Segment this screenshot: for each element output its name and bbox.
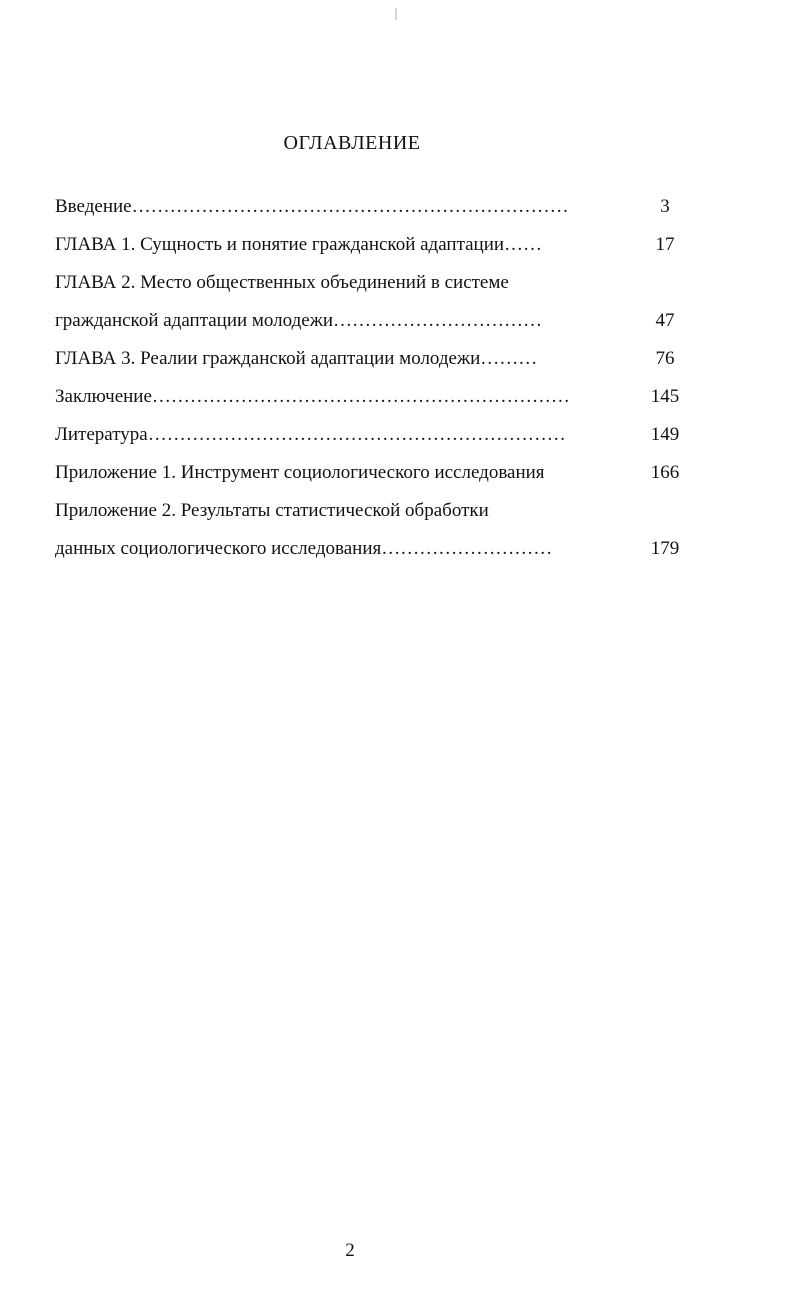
toc-entry-introduction — [55, 193, 695, 231]
toc-entry-page: 47 — [655, 310, 675, 331]
toc-entry-chapter-2-line-1 — [55, 269, 695, 307]
toc-entry-appendix-2-line-1 — [55, 497, 695, 535]
toc-entry-text: Приложение 1. Инструмент социологического исследования — [55, 462, 545, 483]
toc-entry-appendix-2-line-2 — [55, 535, 695, 573]
toc-entry-chapter-2-line-2 — [55, 307, 695, 345]
page-title: ОГЛАВЛЕНИЕ — [283, 132, 421, 154]
toc-entry-page: 179 — [650, 538, 680, 559]
toc-entry-text: данных социологического исследования……………………… — [55, 538, 553, 559]
toc-entry-page: 145 — [650, 386, 680, 407]
toc-entry-text: ГЛАВА 1. Сущность и понятие гражданской адаптации…… — [55, 234, 543, 255]
toc-entry-chapter-3 — [55, 345, 695, 383]
toc-entry-text: Литература………………………………………………………… — [55, 424, 566, 445]
toc-entry-page: 76 — [655, 348, 675, 369]
toc-entry-page: 166 — [650, 462, 680, 483]
toc-entry-page: 17 — [655, 234, 675, 255]
toc-entry-appendix-1 — [55, 459, 695, 497]
page-number: 2 — [345, 1240, 355, 1261]
toc-entry-page: 3 — [660, 196, 670, 217]
toc-entry-text: Введение…………………………………………………………… — [55, 196, 569, 217]
toc-entry-text: ГЛАВА 2. Место общественных объединений в системе — [55, 272, 509, 293]
toc-entry-text: гражданской адаптации молодежи…………………………… — [55, 310, 543, 331]
toc-entry-literature — [55, 421, 695, 459]
toc-entry-chapter-1 — [55, 231, 695, 269]
toc-entry-page: 149 — [650, 424, 680, 445]
toc-entry-conclusion — [55, 383, 695, 421]
toc-entry-text: Заключение………………………………………………………… — [55, 386, 570, 407]
scan-artifact — [395, 8, 397, 20]
toc-entry-text: ГЛАВА 3. Реалии гражданской адаптации молодежи……… — [55, 348, 538, 369]
table-of-contents — [55, 193, 695, 573]
toc-entry-text: Приложение 2. Результаты статистической обработки — [55, 500, 489, 521]
